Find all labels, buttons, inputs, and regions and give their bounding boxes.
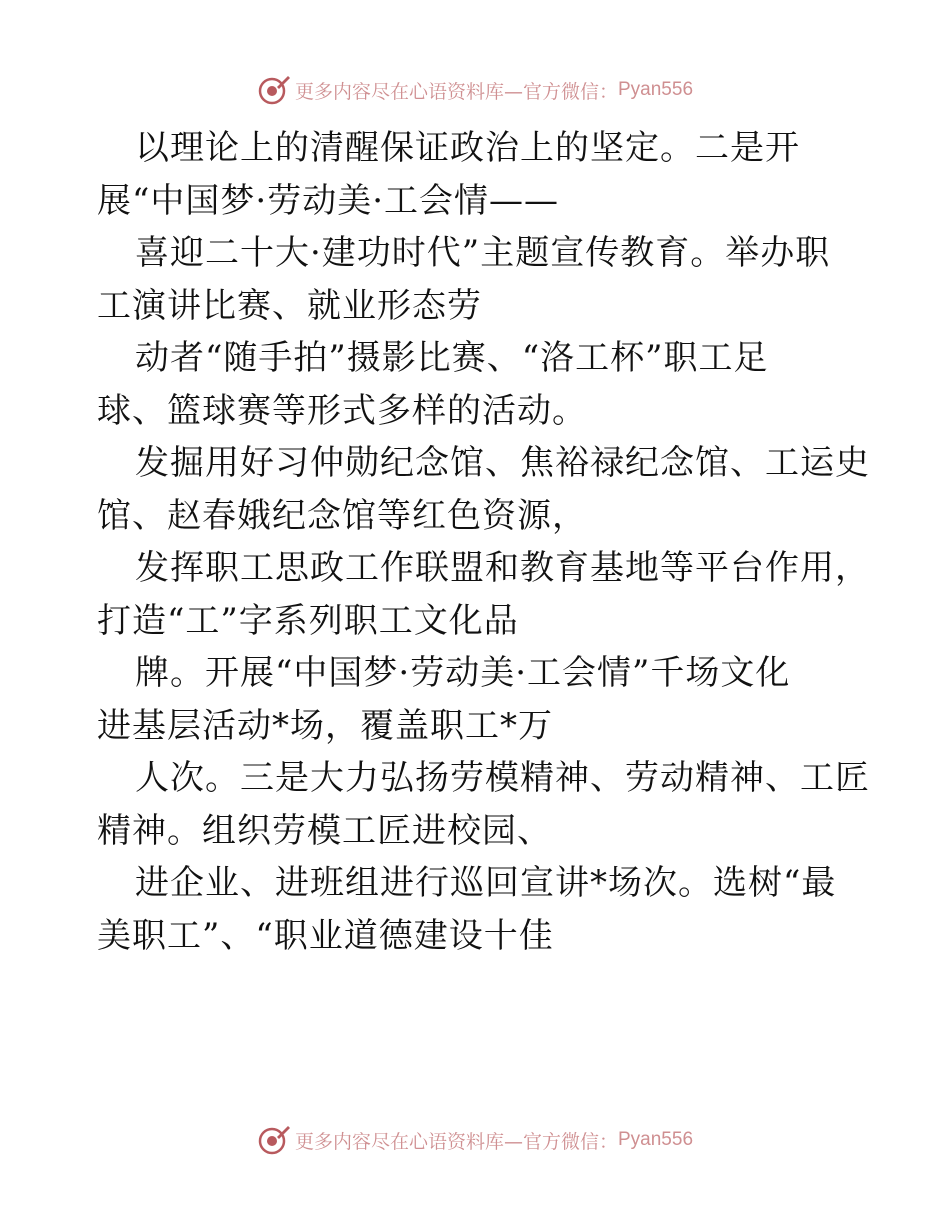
watermark-wechat-id: Pyan556 bbox=[618, 79, 694, 100]
watermark-logo-icon bbox=[257, 1123, 291, 1157]
text-line: 动者“随手拍”摄影比赛、“洛工杯”职工足 bbox=[135, 338, 769, 378]
text-line: 美职工”、“职业道德建设十佳 bbox=[97, 915, 554, 956]
text-line: 进基层活动*场，覆盖职工*万 bbox=[97, 705, 553, 746]
document-body bbox=[97, 122, 870, 962]
text-line: 喜迎二十大·建功时代”主题宣传教育。举办职 bbox=[135, 233, 831, 273]
watermark-text: 更多内容尽在心语资料库—官方微信： bbox=[294, 80, 618, 103]
watermark-text: 更多内容尽在心语资料库—官方微信： bbox=[294, 1130, 618, 1153]
text-line: 展“中国梦·劳动美·工会情—— bbox=[97, 180, 559, 221]
watermark-logo-icon bbox=[257, 73, 291, 107]
text-line: 发掘用好习仲勋纪念馆、焦裕禄纪念馆、工运史 bbox=[135, 443, 870, 483]
text-line: 精神。组织劳模工匠进校园、 bbox=[97, 810, 552, 851]
header-watermark bbox=[0, 70, 950, 110]
text-line: 打造“工”字系列职工文化品 bbox=[97, 600, 519, 641]
watermark-wechat-id: Pyan556 bbox=[618, 1129, 694, 1150]
text-line: 工演讲比赛、就业形态劳 bbox=[97, 285, 482, 326]
text-line: 进企业、进班组进行巡回宣讲*场次。选树“最 bbox=[135, 863, 837, 903]
text-line: 球、篮球赛等形式多样的活动。 bbox=[97, 390, 587, 431]
footer-watermark bbox=[0, 1120, 950, 1160]
text-line: 发挥职工思政工作联盟和教育基地等平台作用， bbox=[135, 548, 870, 588]
text-line: 以理论上的清醒保证政治上的坚定。二是开 bbox=[135, 128, 800, 168]
text-line: 馆、赵春娥纪念馆等红色资源， bbox=[97, 495, 587, 536]
text-line: 人次。三是大力弘扬劳模精神、劳动精神、工匠 bbox=[135, 758, 870, 798]
text-line: 牌。开展“中国梦·劳动美·工会情”千场文化 bbox=[135, 653, 791, 693]
